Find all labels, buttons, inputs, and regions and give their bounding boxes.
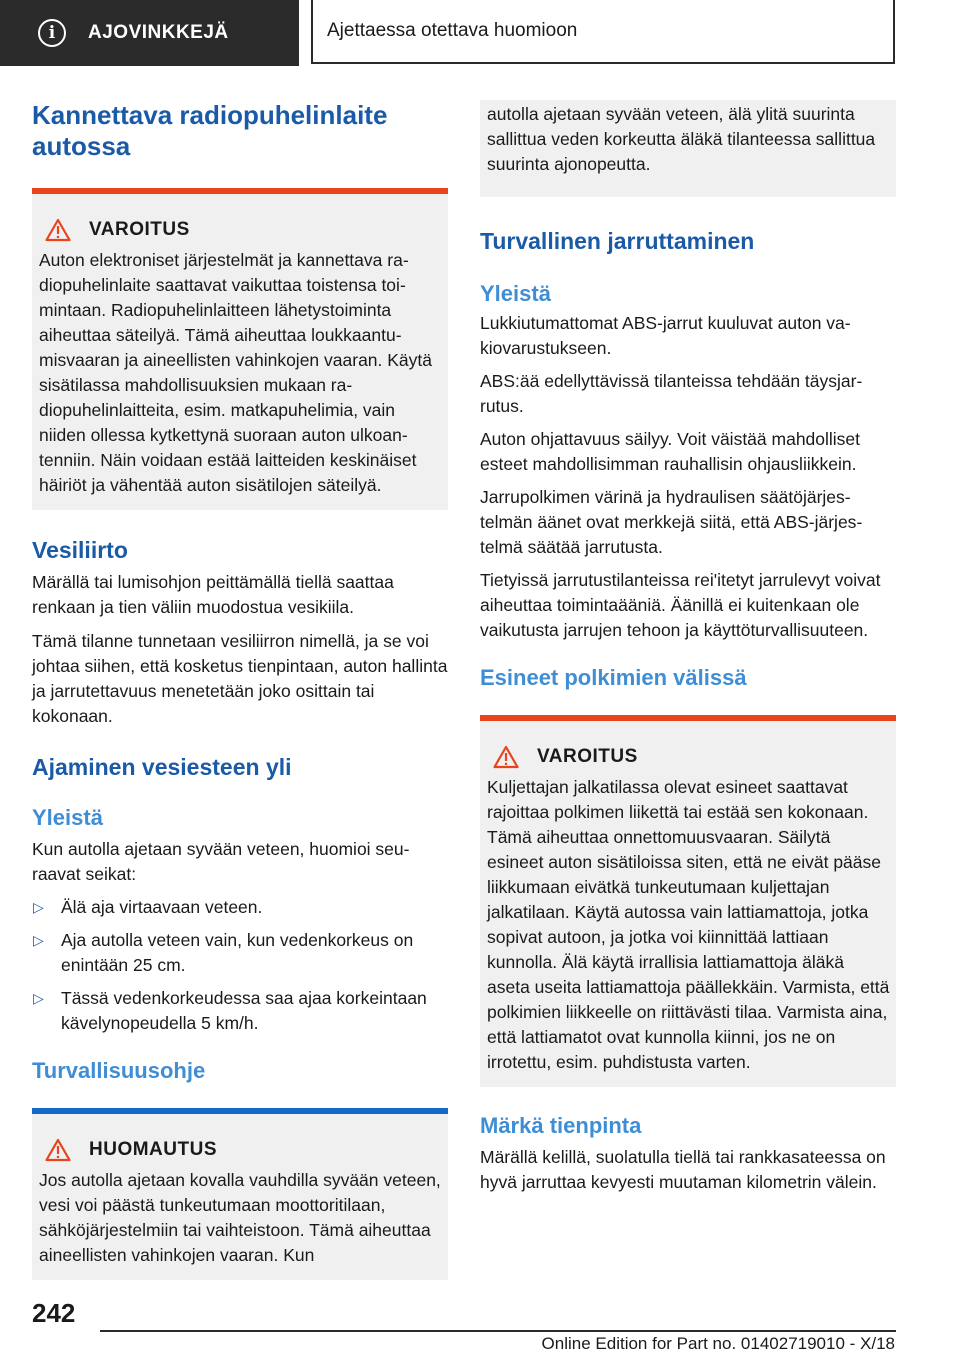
- safety-subheading: Turvallisuusohje: [32, 1058, 206, 1083]
- list-item-text: Tässä vedenkorkeudessa saa ajaa korkeintaan kävelynopeudella 5 km/h.: [61, 988, 427, 1033]
- list-item-text: Aja autolla veteen vain, kun vedenkorkeus on enintään 25 cm.: [61, 930, 414, 975]
- chapter-label: Ajettaessa otettava huomioon: [327, 20, 578, 41]
- paragraph: Lukkiutumattomat ABS-jarrut kuuluvat auton vakiovarustukseen.: [480, 313, 851, 358]
- warning-triangle-icon: [493, 745, 519, 769]
- water-list: [32, 895, 448, 1036]
- paragraph: Tietyissä jarrutustilanteissa rei'itetyt jarrulevyt voivat aiheuttaa toimintaääniä. Äänillä ei kuitenkaan ole vaikutusta jarrujen tehoon ja käyttöturvallisuuteen.: [480, 570, 881, 640]
- list-item: [32, 928, 448, 978]
- warning-triangle-icon: [45, 218, 71, 242]
- section-label: AJOVINKKEJÄ: [88, 22, 229, 43]
- aquaplaning-heading: Vesiliirto: [32, 537, 128, 563]
- page-header: [0, 0, 960, 66]
- braking-heading: Turvallinen jarruttaminen: [480, 228, 755, 254]
- notice-continuation-text: autolla ajetaan syvään veteen, älä ylitä suurinta sallittua veden korkeutta äläkä tilanteessa sallittua suurinta ajonopeutta.: [487, 104, 876, 174]
- warning-header: [39, 218, 442, 242]
- warning-triangle-icon: [45, 1138, 71, 1162]
- paragraph: Märällä kelillä, suolatulla tiellä tai rankkasateessa on hyvä jarruttaa kevyesti muutaman kilometrin välein.: [480, 1147, 886, 1192]
- notice-continuation-box: [480, 100, 896, 197]
- pedals-warning-box: [480, 715, 896, 1087]
- warning-title: VAROITUS: [89, 219, 190, 240]
- chapter-tab: [311, 0, 895, 64]
- right-column: [480, 100, 896, 1195]
- water-heading: Ajaminen vesiesteen yli: [32, 754, 292, 780]
- list-item-text: Älä aja virtaavaan veteen.: [61, 897, 263, 917]
- list-item: [32, 986, 448, 1036]
- section-tab: [0, 0, 299, 66]
- radio-warning-box: [32, 188, 448, 510]
- paragraph: Jarrupolkimen värinä ja hydraulisen säätöjärjestelmän äänet ovat merkkejä siitä, että ABS-järjestelmä säätää jarrutusta.: [480, 487, 863, 557]
- page-number: 242: [32, 1298, 76, 1328]
- safety-notice-box: [32, 1108, 448, 1280]
- triangle-bullet-icon: ▷: [33, 899, 44, 915]
- radio-heading: Kannettava radiopuhelinlaite autossa: [32, 100, 388, 161]
- paragraph: ABS:ää edellyttävissä tilanteissa tehdään täysjarrutus.: [480, 371, 863, 416]
- braking-general-subheading: Yleistä: [480, 281, 551, 306]
- paragraph: Tämä tilanne tunnetaan vesiliirron nimellä, ja se voi johtaa siihen, että kosketus tienpintaan, auton hallinta ja jarrutettavuus menetetään joko osittain tai kokonaan.: [32, 631, 448, 726]
- notice-text: Jos autolla ajetaan kovalla vauhdilla syvään veteen, vesi voi päästä tunkeutumaan moottoritilaan, sähköjärjestelmiin tai vaihteistoon. Tämä aiheuttaa aineellisten vahinkojen vaaran. Kun: [39, 1170, 441, 1265]
- paragraph: Auton ohjattavuus säilyy. Voit väistää mahdolliset esteet mahdollisimman rauhallisin ohjausliikkein.: [480, 429, 861, 474]
- footer-divider: [100, 1330, 896, 1332]
- warning-header: [487, 745, 890, 769]
- paragraph: Märällä tai lumisohjon peittämällä tiellä saattaa renkaan ja tien väliin muodostua vesikiila.: [32, 572, 394, 617]
- notice-header: [39, 1138, 442, 1162]
- paragraph: Kun autolla ajetaan syvään veteen, huomioi seuraavat seikat:: [32, 839, 410, 884]
- pedals-subheading: Esineet polkimien välissä: [480, 665, 747, 690]
- warning-text: Auton elektroniset järjestelmät ja kannettava radiopuhelinlaite saattavat vaikuttaa toistensa toimintaan. Radiopuhelinlaitteen lähetystoiminta aiheuttaa säteilyä. Tämä aiheuttaa loukkaantumisvaaran ja aineellisten vahinkojen vaaran. Käytä sisätilassa mahdollisuuksien mukaan radiopuhelinlaitteita, esim. matkapuhelimia, vain niiden ollessa kytkettynä suoraan auton ulkoantenniin. Näin voidaan estää laitteiden keskinäiset häiriöt ja vähentää auton sisätilojen säteilyä.: [39, 250, 433, 495]
- left-column: [32, 100, 448, 1280]
- list-item: [32, 895, 448, 920]
- warning-title: VAROITUS: [537, 746, 638, 767]
- triangle-bullet-icon: ▷: [33, 932, 44, 948]
- water-general-subheading: Yleistä: [32, 805, 103, 830]
- wet-road-subheading: Märkä tienpinta: [480, 1113, 642, 1138]
- info-icon: i: [38, 19, 66, 47]
- notice-title: HUOMAUTUS: [89, 1139, 217, 1160]
- triangle-bullet-icon: ▷: [33, 990, 44, 1006]
- warning-text: Kuljettajan jalkatilassa olevat esineet saattavat rajoittaa polkimen liikettä tai estää sen kokonaan. Tämä aiheuttaa onnettomuusvaaran. Säilytä esineet auton sisätiloissa siten, että ne eivät pääse liikkumaan eivätkä tunkeutumaan kuljettajan jalkatilaan. Käytä autossa vain lattiamattoja, jotka sopivat autoon, ja jotka voi kiinnittää lattiaan kunnolla. Älä käytä irrallisia lattiamattoja äläkä aseta useita lattiamattoja päällekkäin. Varmista, että polkimien liikkeelle on riittävästi tilaa. Varmista aina, että lattiamatot ovat kunnolla kiinni, jos ne on irrotettu, esim. puhdistusta varten.: [487, 777, 890, 1072]
- edition-text: Online Edition for Part no. 01402719010 - X/18: [541, 1334, 895, 1353]
